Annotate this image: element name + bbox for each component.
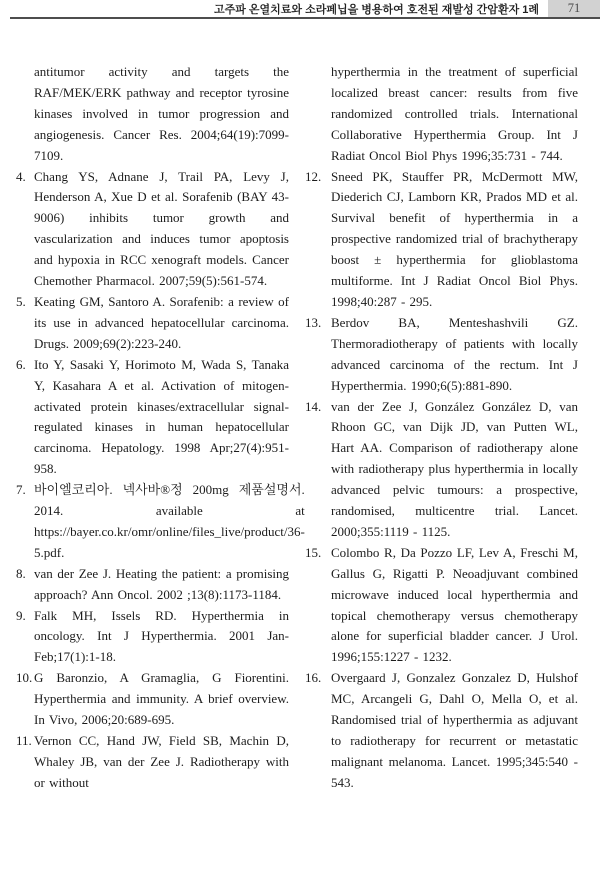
reference-item <box>305 668 578 793</box>
reference-number: 16. <box>305 670 322 686</box>
reference-item <box>16 292 289 355</box>
reference-number: 9. <box>16 607 26 623</box>
reference-item <box>16 606 289 669</box>
references-right-column <box>305 62 578 794</box>
reference-item <box>16 668 289 731</box>
reference-item <box>16 480 305 564</box>
reference-item <box>305 167 578 313</box>
reference-text: Ito Y, Sasaki Y, Horimoto M, Wada S, Tanaka Y, Kasahara A et al. Activation of mitogen-activated protein kinases/extracellular signal-regulated kinases in human hepatocellular carcinoma. Hepatology. 1998 Apr;27(4):951-958. <box>34 356 289 477</box>
reference-text: van der Zee J. Heating the patient: a promising approach? Ann Oncol. 2002 ;13(8):1173-1184. <box>34 565 289 602</box>
references-left-column <box>16 62 305 794</box>
reference-item <box>16 355 289 480</box>
reference-number: 11. <box>16 733 32 748</box>
reference-number: 10. <box>16 670 33 686</box>
reference-item <box>305 62 578 167</box>
reference-text: Sneed PK, Stauffer PR, McDermott MW, Diederich CJ, Lamborn KR, Prados MD et al. Survival benefit of hyperthermia in a prospective randomized trial of brachytherapy boost ± hyperthermia for glioblastoma multiforme. Int J Radiat Oncol Biol Phys. 1998;40:287 - 295. <box>331 168 578 309</box>
reference-text: van der Zee J, González González D, van Rhoon GC, van Dijk JD, van Putten WL, Hart AA. Comparison of radiotherapy alone with radiotherapy plus hyperthermia in locally advanced pelvic tumours: a prospective, randomised, multicentre trial. Lancet. 2000;355:1119 - 1125. <box>331 398 578 539</box>
reference-item <box>16 564 289 606</box>
reference-number <box>305 62 331 167</box>
reference-text: Vernon CC, Hand JW, Field SB, Machin D, Whaley JB, van der Zee J. Radiotherapy with or without <box>34 733 289 790</box>
reference-number: 12. <box>305 168 322 184</box>
reference-number: 6. <box>16 356 26 372</box>
references-section <box>0 19 600 794</box>
reference-item <box>305 543 578 668</box>
reference-number: 4. <box>16 168 26 184</box>
reference-text: Overgaard J, Gonzalez Gonzalez D, Hulshof MC, Arcangeli G, Dahl O, Mella O, et al. Randomised trial of hyperthermia as adjuvant to radiotherapy for recurrent or metastatic malignant melanoma. Lancet. 1995;345:540 - 543. <box>331 670 578 790</box>
reference-number: 14. <box>305 398 322 414</box>
reference-number <box>16 62 34 167</box>
reference-text: G Baronzio, A Gramaglia, G Fiorentini. Hyperthermia and immunity. A brief overview. In Vivo, 2006;20:689-695. <box>34 670 289 728</box>
reference-text: Chang YS, Adnane J, Trail PA, Levy J, Henderson A, Xue D et al. Sorafenib (BAY 43-9006) inhibits tumor growth and vascularization and induces tumor apoptosis and hypoxia in RCC xenograft models. Cancer Chemother Pharmacol. 2007;59(5):561-574. <box>34 168 289 289</box>
reference-text: Berdov BA, Menteshashvili GZ. Thermoradiotherapy of patients with locally advanced carcinoma of the rectum. Int J Hyperthermia. 1990;6(5):881-890. <box>331 314 578 393</box>
reference-text: hyperthermia in the treatment of superficial localized breast cancer: results from five randomized controlled trials. International Collaborative Hyperthermia Group. Int J Radiat Oncol Biol Phys 1996;35:731 - 744. <box>331 64 578 163</box>
reference-item <box>16 167 289 292</box>
reference-text: Falk MH, Issels RD. Hyperthermia in oncology. Int J Hyperthermia. 2001 Jan-Feb;17(1):1-18. <box>34 607 289 665</box>
reference-number: 5. <box>16 293 26 309</box>
page-header <box>10 0 600 19</box>
reference-item <box>305 397 578 543</box>
reference-item <box>305 313 578 397</box>
reference-text: antitumor activity and targets the RAF/MEK/ERK pathway and receptor tyrosine kinases involved in tumor progression and angiogenesis. Cancer Res. 2004;64(19):7099-7109. <box>34 64 289 163</box>
reference-number: 8. <box>16 565 26 581</box>
reference-number: 15. <box>305 544 322 560</box>
reference-item <box>16 62 289 167</box>
reference-item <box>16 731 289 794</box>
reference-text: Colombo R, Da Pozzo LF, Lev A, Freschi M, Gallus G, Rigatti P. Neoadjuvant combined microwave induced local hyperthermia and topical chemotherapy versus chemotherapy alone for superficial bladder cancer. J Urol. 1996;155:1227 - 1232. <box>331 544 578 665</box>
reference-text: Keating GM, Santoro A. Sorafenib: a review of its use in advanced hepatocellular carcinoma. Drugs. 2009;69(2):223-240. <box>34 293 289 351</box>
reference-number: 13. <box>305 314 322 330</box>
reference-number: 7. <box>16 482 26 498</box>
page-number-badge: 71 <box>548 0 600 17</box>
running-head-title: 고주파 온열치료와 소라페닙을 병용하여 호전된 재발성 간암환자 1례 <box>213 3 539 16</box>
reference-text: 바이엘코리아. 넥사바®정 200mg 제품설명서. 2014. available at https://bayer.co.kr/omr/online/files_live/product/36-5.pdf. <box>34 482 305 560</box>
